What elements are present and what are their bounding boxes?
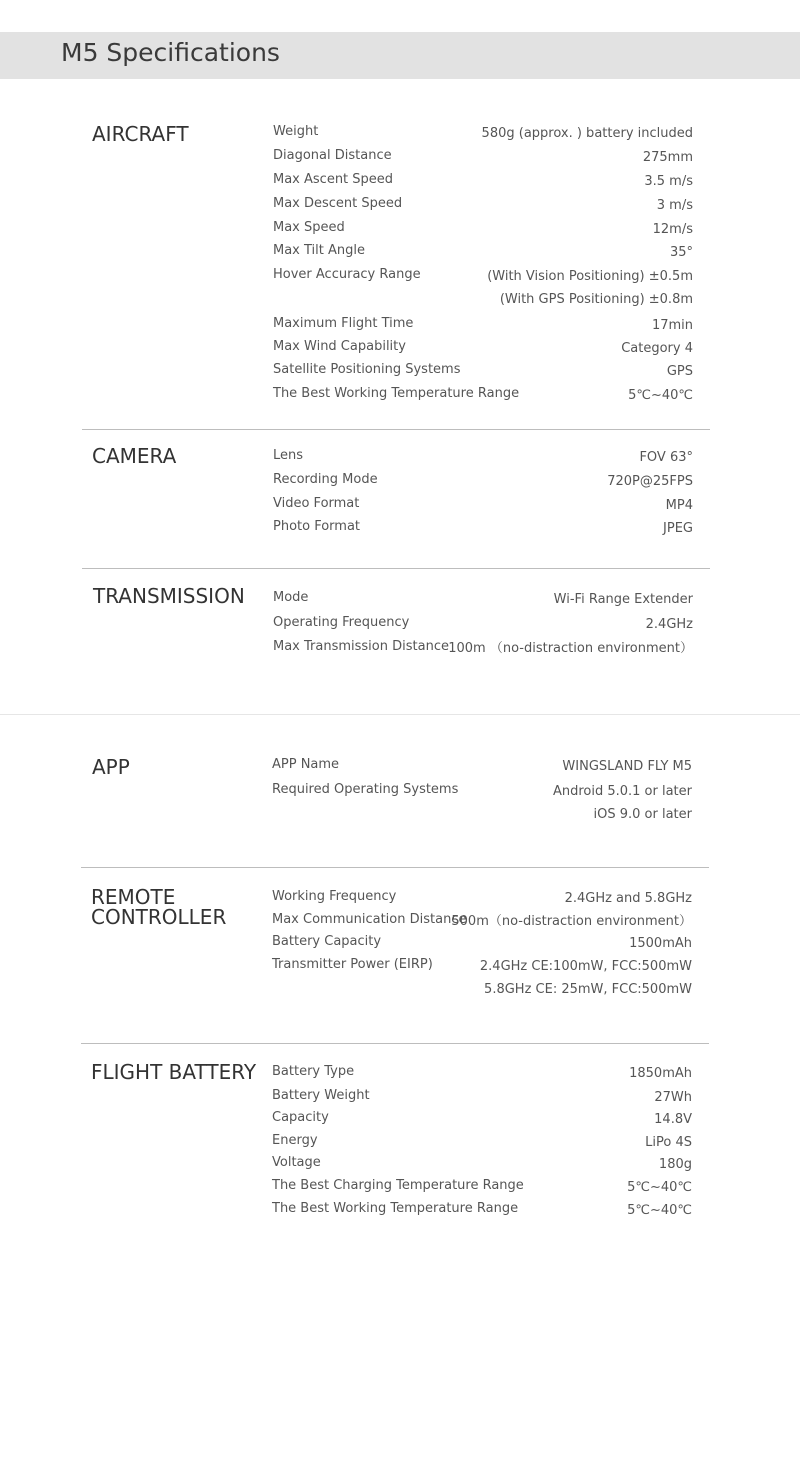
title-bar	[0, 32, 800, 79]
spec-value: 12m/s	[652, 222, 693, 237]
spec-label: Max Descent Speed	[273, 196, 403, 211]
spec-value: 17min	[651, 318, 693, 333]
section-divider	[82, 568, 710, 569]
section-divider	[81, 1043, 709, 1044]
spec-value: 2.4GHz and 5.8GHz	[564, 891, 692, 906]
spec-value: 275mm	[642, 150, 693, 165]
spec-value: 14.8V	[654, 1112, 692, 1127]
page-title: M5 Specifications	[61, 38, 280, 67]
spec-value: 5℃~40℃	[628, 388, 693, 403]
spec-value: 3 m/s	[656, 198, 693, 213]
spec-value: 3.5 m/s	[644, 174, 693, 189]
spec-value: JPEG	[663, 521, 693, 536]
spec-label: Battery Type	[272, 1064, 355, 1079]
section-title-remote-line1: REMOTE	[91, 885, 176, 909]
spec-label: Max Speed	[273, 220, 345, 235]
spec-label: Maximum Flight Time	[273, 316, 414, 331]
spec-value: 580g (approx. ) battery included	[481, 126, 693, 141]
spec-value: WINGSLAND FLY M5	[562, 759, 692, 774]
spec-label: Photo Format	[273, 519, 361, 534]
spec-label: Transmitter Power (EIRP)	[272, 957, 433, 972]
spec-label: Required Operating Systems	[272, 782, 459, 797]
spec-label: Working Frequency	[272, 889, 397, 904]
spec-label: Weight	[273, 124, 319, 139]
spec-label: Voltage	[272, 1155, 321, 1170]
spec-label: Hover Accuracy Range	[273, 267, 421, 282]
spec-value: 180g	[658, 1157, 692, 1172]
spec-label: Battery Weight	[272, 1088, 370, 1103]
spec-label: The Best Working Temperature Range	[273, 386, 520, 401]
section-title-remote-line2: CONTROLLER	[91, 905, 227, 929]
spec-value: 35°	[669, 245, 693, 260]
spec-label: Max Tilt Angle	[273, 243, 365, 258]
spec-value: FOV 63°	[639, 450, 693, 465]
spec-value: 1500mAh	[629, 936, 692, 951]
spec-label: Satellite Positioning Systems	[273, 362, 461, 377]
spec-value: 1850mAh	[629, 1066, 692, 1081]
section-title-transmission: TRANSMISSION	[93, 584, 245, 608]
spec-label: Max Transmission Distance	[273, 639, 449, 654]
spec-label: Battery Capacity	[272, 934, 382, 949]
spec-value: Wi-Fi Range Extender	[553, 592, 693, 607]
spec-value: 5.8GHz CE: 25mW, FCC:500mW	[484, 982, 692, 997]
spec-value: 500m（no-distraction environment）	[451, 914, 692, 929]
spec-label: Lens	[273, 448, 304, 463]
spec-value: Category 4	[621, 341, 693, 356]
spec-label: The Best Working Temperature Range	[272, 1201, 519, 1216]
spec-value: iOS 9.0 or later	[593, 807, 692, 822]
spec-value: MP4	[665, 498, 693, 513]
spec-value: GPS	[666, 364, 693, 379]
spec-label: The Best Charging Temperature Range	[272, 1178, 524, 1193]
spec-value: 27Wh	[654, 1090, 692, 1105]
spec-label: Diagonal Distance	[273, 148, 392, 163]
spec-value: 2.4GHz CE:100mW, FCC:500mW	[479, 959, 692, 974]
spec-label: Max Ascent Speed	[273, 172, 394, 187]
spec-value: (With GPS Positioning) ±0.8m	[499, 292, 693, 307]
section-title-camera: CAMERA	[92, 444, 177, 468]
spec-value: 5℃~40℃	[627, 1180, 692, 1195]
spec-value: Android 5.0.1 or later	[552, 784, 692, 799]
section-title-aircraft: AIRCRAFT	[92, 122, 189, 146]
spec-label: APP Name	[272, 757, 340, 772]
spec-label: Video Format	[273, 496, 360, 511]
spec-label: Recording Mode	[273, 472, 378, 487]
section-divider	[82, 429, 710, 430]
spec-label: Mode	[273, 590, 309, 605]
spec-label: Operating Frequency	[273, 615, 410, 630]
spec-label: Energy	[272, 1133, 318, 1148]
spec-label: Capacity	[272, 1110, 329, 1125]
spec-value: 2.4GHz	[645, 617, 693, 632]
spec-label: Max Wind Capability	[273, 339, 406, 354]
spec-value: 100m （no-distraction environment）	[448, 641, 693, 656]
section-divider	[81, 867, 709, 868]
spec-value: (With Vision Positioning) ±0.5m	[487, 269, 693, 284]
spec-value: 5℃~40℃	[627, 1203, 692, 1218]
block-separator	[0, 714, 800, 715]
spec-label: Max Communication Distance	[272, 912, 467, 927]
spec-value: LiPo 4S	[645, 1135, 692, 1150]
spec-value: 720P@25FPS	[607, 474, 693, 489]
section-title-flight-battery: FLIGHT BATTERY	[91, 1060, 257, 1084]
section-title-app: APP	[92, 755, 130, 779]
